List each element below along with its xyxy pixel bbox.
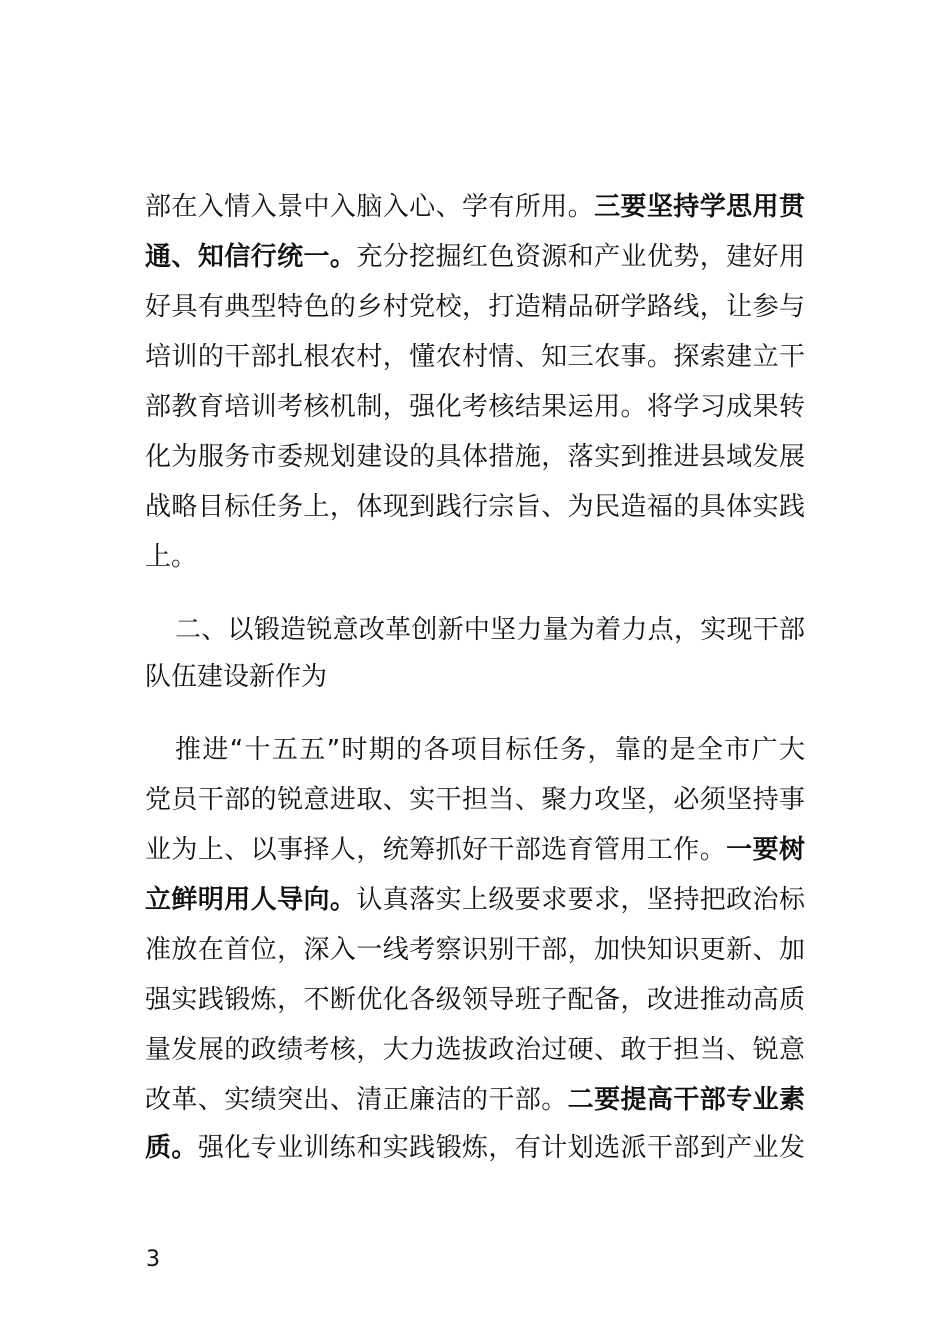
text-line: [145, 439, 805, 475]
text-line: [145, 782, 805, 818]
text-line: [145, 982, 805, 1018]
text-line: [145, 339, 805, 375]
text-line: [145, 1130, 805, 1166]
text-line: [145, 1032, 805, 1068]
text-segment: 部在入情入景中入脑入心、学有所用。: [145, 192, 595, 222]
text-line: [145, 489, 805, 525]
text-line: [145, 289, 805, 325]
bold-text: 三要坚持学思用贯: [594, 192, 805, 222]
text-segment: 部教育培训考核机制，强化考核结果运用。将学习成果转: [145, 392, 805, 422]
text-segment: 队伍建设新作为: [145, 662, 328, 692]
text-segment: 推进“十五五”时期的各项目标任务，靠的是全市广大: [175, 735, 805, 765]
text-segment: 强实践锻炼，不断优化各级领导班子配备，改进推动高质: [145, 985, 805, 1015]
text-segment: 战略目标任务上，体现到践行宗旨、为民造福的具体实践: [145, 492, 805, 522]
text-line: [145, 732, 805, 768]
section-heading-line: [145, 659, 805, 695]
text-line: [145, 389, 805, 425]
text-segment: 认真落实上级要求要求，坚持把政治标: [356, 885, 805, 915]
text-segment: 二、以锻造锐意改革创新中坚力量为着力点，实现干部: [175, 615, 805, 645]
text-line: [145, 539, 805, 575]
text-line: [145, 1082, 805, 1118]
bold-text: 立鲜明用人导向。: [145, 885, 357, 915]
bold-text: 一要树: [726, 835, 805, 865]
text-segment: 好具有典型特色的乡村党校，打造精品研学路线，让参与: [145, 292, 805, 322]
text-segment: 化为服务市委规划建设的具体措施，落实到推进县域发展: [145, 442, 805, 472]
text-segment: 培训的干部扎根农村，懂农村情、知三农事。探索建立干: [145, 342, 805, 372]
text-line: [145, 832, 805, 868]
text-segment: 强化专业训练和实践锻炼，有计划选派干部到产业发: [197, 1133, 805, 1163]
text-segment: 量发展的政绩考核，大力选拔政治过硬、敢于担当、锐意: [145, 1035, 805, 1065]
text-segment: 充分挖掘红色资源和产业优势，建好用: [356, 242, 805, 272]
text-line: [145, 239, 805, 275]
text-segment: 业为上、以事择人，统筹抓好干部选育管用工作。: [145, 835, 727, 865]
text-line: [145, 932, 805, 968]
section-heading-line: [145, 612, 805, 648]
text-segment: 党员干部的锐意进取、实干担当、聚力攻坚，必须坚持事: [145, 785, 805, 815]
text-line: [145, 189, 805, 225]
bold-text: 二要提高干部专业素: [567, 1085, 805, 1115]
bold-text: 通、知信行统一。: [145, 242, 357, 272]
text-segment: 上。: [145, 542, 198, 572]
page-number: 3: [146, 1247, 160, 1272]
bold-text: 质。: [145, 1133, 198, 1163]
text-segment: 准放在首位，深入一线考察识别干部，加快知识更新、加: [145, 935, 805, 965]
text-line: [145, 882, 805, 918]
text-segment: 改革、实绩突出、清正廉洁的干部。: [145, 1085, 568, 1115]
